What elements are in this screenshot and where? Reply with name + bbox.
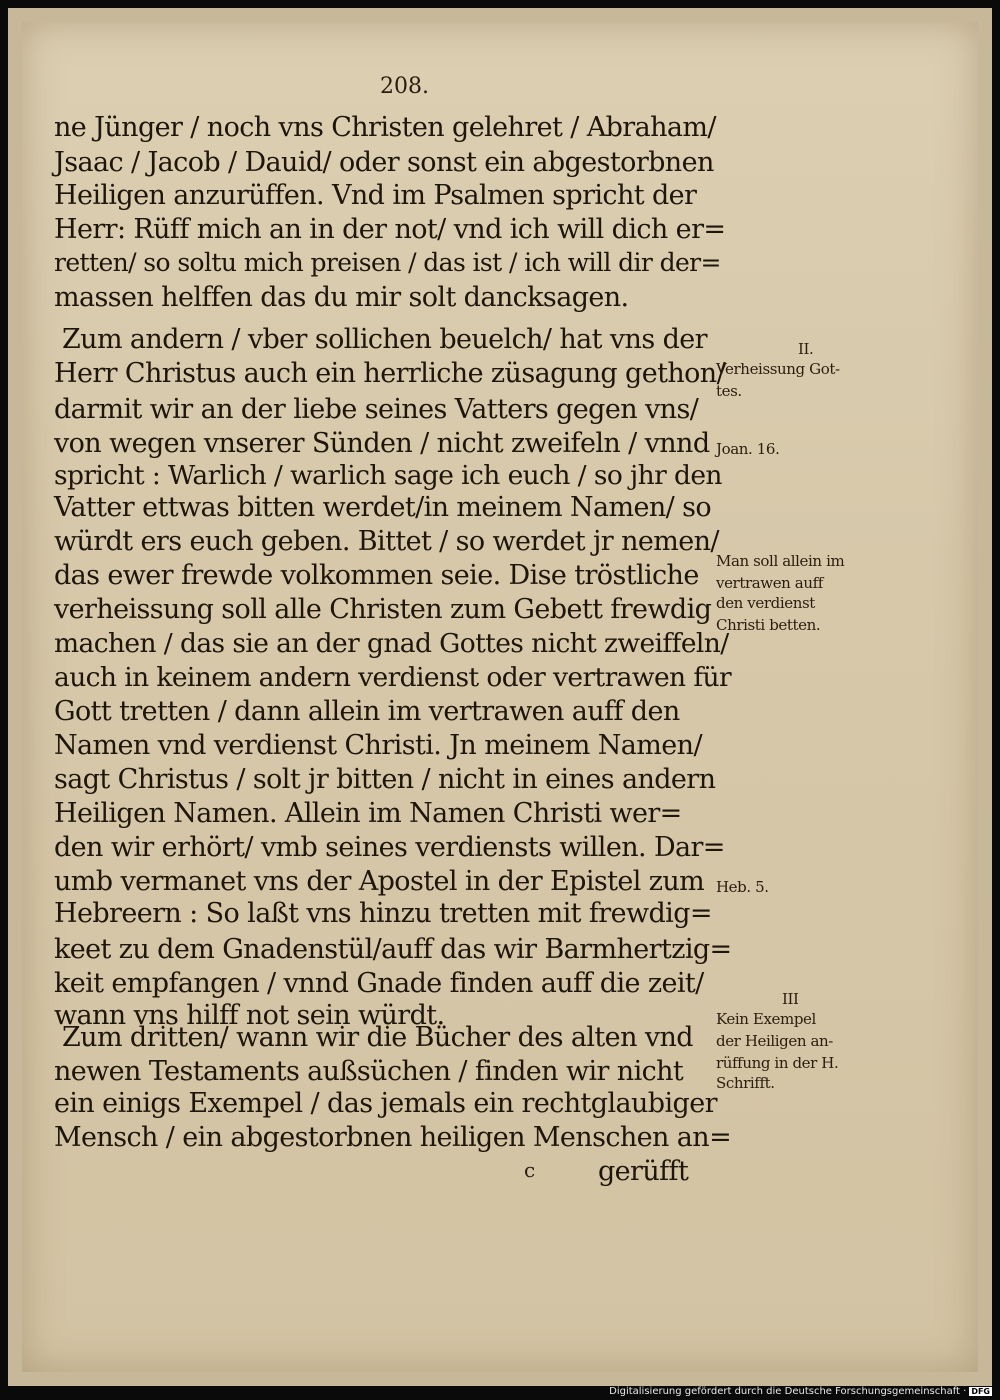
body-line: Namen vnd verdienst Christi. Jn meinem Namen/	[54, 730, 702, 761]
margin-note: der Heiligen an-	[716, 1032, 833, 1050]
margin-note: Heb. 5.	[716, 878, 769, 896]
body-line: ne Jünger / noch vns Christen gelehret / Abraham/	[54, 112, 716, 143]
margin-note: vertrawen auff	[716, 574, 823, 592]
catchword-mark: c	[524, 1158, 535, 1182]
body-line: Herr: Rüff mich an in der not/ vnd ich will dich er=	[54, 214, 726, 245]
body-line: Vatter ettwas bitten werdet/in meinem Namen/ so	[54, 492, 712, 523]
margin-note: Man soll allein im	[716, 552, 845, 570]
body-line: massen helffen das du mir solt dancksagen.	[54, 282, 629, 313]
body-line: newen Testaments außsüchen / finden wir nicht	[54, 1056, 684, 1087]
body-line: ein einigs Exempel / das jemals ein rechtglaubiger	[54, 1088, 717, 1119]
body-line: Mensch / ein abgestorbnen heiligen Menschen an=	[54, 1122, 732, 1153]
body-line: Heiligen Namen. Allein im Namen Christi wer=	[54, 798, 682, 829]
body-line: gerüfft	[598, 1156, 689, 1187]
margin-note: Joan. 16.	[716, 440, 780, 458]
body-line: Zum andern / vber sollichen beuelch/ hat vns der	[62, 324, 707, 355]
margin-note: III	[782, 990, 799, 1008]
body-line: machen / das sie an der gnad Gottes nicht zweiffeln/	[54, 628, 729, 659]
body-line: den wir erhört/ vmb seines verdiensts willen. Dar=	[54, 832, 725, 863]
margin-note: rüffung in der H.	[716, 1054, 839, 1072]
body-line: spricht : Warlich / warlich sage ich euch / so jhr den	[54, 460, 722, 491]
margin-note: Kein Exempel	[716, 1010, 816, 1028]
margin-note: Schrifft.	[716, 1074, 775, 1092]
body-line: Jsaac / Jacob / Dauid/ oder sonst ein abgestorbnen	[54, 147, 714, 178]
body-line: wann vns hilff not sein würdt.	[54, 1000, 445, 1031]
body-line: das ewer frewde volkommen seie. Dise tröstliche	[54, 560, 699, 591]
footer-credit	[609, 1386, 992, 1400]
page-number: 208.	[380, 74, 429, 99]
body-line: umb vermanet vns der Apostel in der Epistel zum	[54, 866, 705, 897]
margin-note: den verdienst	[716, 594, 815, 612]
body-line: sagt Christus / solt jr bitten / nicht in eines andern	[54, 764, 716, 795]
book-page	[22, 22, 978, 1372]
scan-border	[8, 8, 992, 1386]
body-line: auch in keinem andern verdienst oder vertrawen für	[54, 662, 732, 693]
margin-note: Verheissung Got-	[716, 360, 840, 378]
body-line: Zum dritten/ wann wir die Bücher des alten vnd	[62, 1022, 693, 1053]
body-line: Herr Christus auch ein herrliche züsagung gethon/	[54, 358, 726, 389]
body-line: Hebreern : So laßt vns hinzu tretten mit frewdig=	[54, 898, 712, 929]
body-line: retten/ so soltu mich preisen / das ist / ich will dir der=	[54, 248, 721, 277]
body-line: würdt ers euch geben. Bittet / so werdet jr nemen/	[54, 526, 719, 557]
body-line: darmit wir an der liebe seines Vatters gegen vns/	[54, 394, 699, 425]
margin-note: II.	[798, 340, 814, 358]
body-line: Heiligen anzurüffen. Vnd im Psalmen spricht der	[54, 180, 697, 211]
body-line: keet zu dem Gnadenstül/auff das wir Barmhertzig=	[54, 934, 732, 965]
body-line: Gott tretten / dann allein im vertrawen auff den	[54, 696, 680, 727]
margin-note: tes.	[716, 382, 742, 400]
body-line: von wegen vnserer Sünden / nicht zweifeln / vnnd	[54, 428, 710, 459]
body-line: verheissung soll alle Christen zum Gebett frewdig	[54, 594, 712, 625]
dfg-logo: DFG	[971, 1387, 990, 1396]
margin-note: Christi betten.	[716, 616, 821, 634]
body-line: keit empfangen / vnnd Gnade finden auff die zeit/	[54, 968, 704, 999]
footer-text: Digitalisierung gefördert durch die Deutsche Forschungsgemeinschaft ·	[609, 1386, 967, 1397]
